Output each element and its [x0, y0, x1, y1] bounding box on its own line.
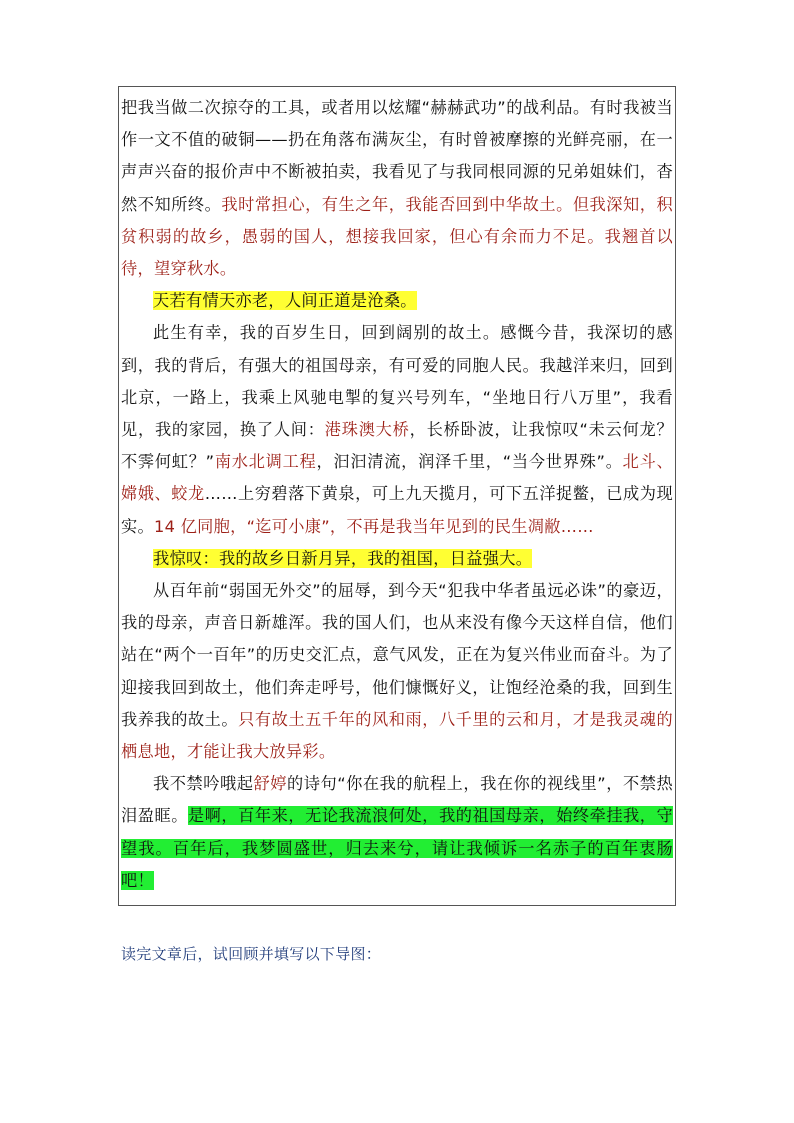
paragraph-1 — [121, 92, 673, 285]
highlight-yellow-exclaim: 我惊叹：我的故乡日新月异，我的祖国，日益强大。 — [153, 548, 533, 568]
paragraph-5 — [121, 575, 673, 768]
red-term-hzm-bridge: 港珠澳大桥 — [324, 420, 410, 440]
paragraph-6-text-2: 的诗句“你在我的航程上，我在你的视线里”，不禁热泪盈眶。 — [121, 774, 673, 826]
mindmap-prompt: 读完文章后，试回顾并填写以下导图： — [121, 945, 382, 963]
red-term-shuting: 舒婷 — [253, 774, 287, 794]
paragraph-3 — [121, 317, 673, 542]
paragraph-3-text-1: 此生有幸，我的百岁生日，回到阔别的故土。感慨今昔，我深切的感到，我的背后，有强大的祖国母亲，有可爱的同胞人民。我越洋来归，回到北京，一路上，我乘上风驰电掣的复兴号列车，“坐地日行八万里”，我看见，我的家园，换了人间： — [121, 323, 673, 440]
paragraph-1-red-text: 我时常担心，有生之年，我能否回到中华故土。但我深知，积贫积弱的故乡，愚弱的国人，想接我回家，但心有余而力不足。我翘首以待，望穿秋水。 — [121, 194, 673, 279]
paragraph-5-text: 从百年前“弱国无外交”的屈辱，到今天“犯我中华者虽远必诛”的豪迈，我的母亲，声音日新雄浑。我的国人们，也从来没有像今天这样自信，他们站在“两个一百年”的历史交汇点，意气风发，正在为复兴伟业而奋斗。为了迎接我回到故土，他们奔走呼号，他们慷慨好义，让饱经沧桑的我，回到生我养我的故土。 — [121, 581, 673, 729]
paragraph-3-text-4: ……上穷碧落下黄泉，可上九天揽月，可下五洋捉鳖，已成为现实。 — [121, 484, 673, 536]
red-term-water-project: 南水北调工程 — [214, 452, 317, 472]
red-term-xiaokang: 14 亿同胞，“迄可小康”，不再是我当年见到的民生凋敝…… — [153, 516, 594, 536]
red-term-space-programs: 北斗、嫦娥、蛟龙 — [121, 452, 673, 504]
paragraph-5-red-text: 只有故土五千年的风和雨，八千里的云和月，才是我灵魂的栖息地，才能让我大放异彩。 — [121, 709, 673, 762]
highlight-green-closing: 是啊，百年来，无论我流浪何处，我的祖国母亲，始终牵挂我，守望我。百年后，我梦圆盛世，归去来兮，请让我倾诉一名赤子的百年衷肠吧！ — [121, 806, 674, 890]
paragraph-3-text-2: ，长桥卧波，让我惊叹“未云何龙？不霁何虹？” — [121, 420, 674, 472]
paragraph-6-text-1: 我不禁吟哦起 — [153, 774, 254, 794]
paragraph-3-text-3: ，汩汩清流，润泽千里，“当今世界殊”。 — [316, 452, 623, 472]
paragraph-1-text: 把我当做二次掠夺的工具，或者用以炫耀“赫赫武功”的战利品。有时我被当作一文不值的破铜——扔在角落布满灰尘，有时曾被摩擦的光鲜亮丽，在一声声兴奋的报价声中不断被拍卖，我看见了与我同根同源的兄弟姐妹们，杳然不知所终。 — [121, 98, 673, 214]
paragraph-6 — [121, 768, 673, 897]
paragraph-2 — [121, 285, 673, 317]
paragraph-4 — [121, 543, 673, 575]
article-body — [121, 92, 673, 897]
highlight-yellow-quote: 天若有情天亦老，人间正道是沧桑。 — [153, 291, 417, 311]
